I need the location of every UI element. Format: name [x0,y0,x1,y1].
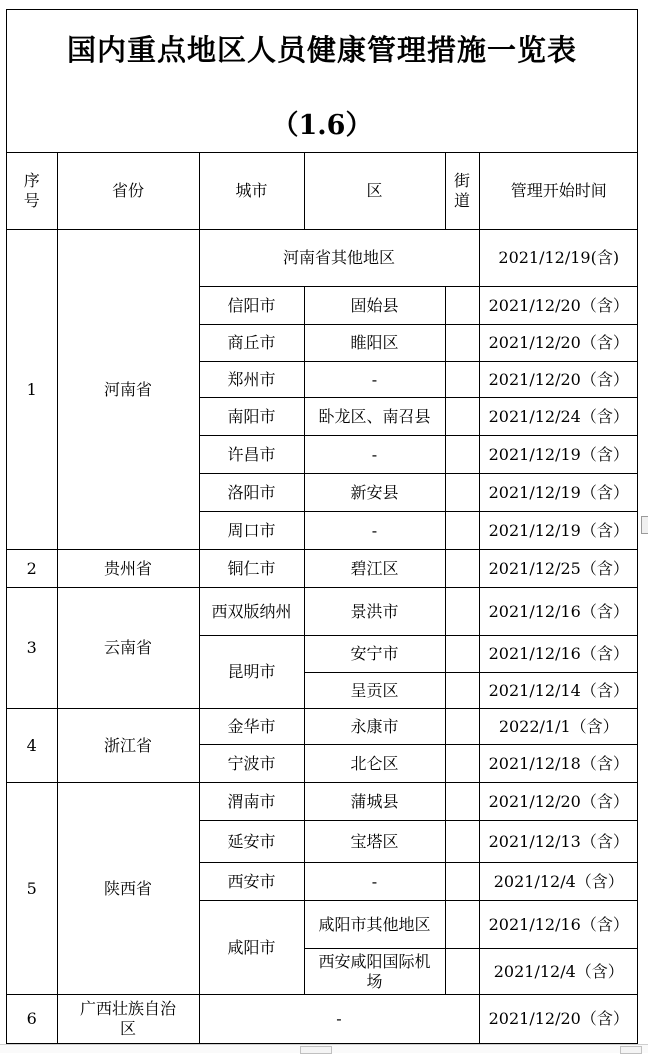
district-cell: - [304,436,445,474]
header-start-time: 管理开始时间 [479,153,638,230]
street-cell [445,512,479,550]
date-cell: 2021/12/20（含） [479,325,638,362]
date-cell: 2021/12/4（含） [479,949,638,995]
table-header-row [7,153,638,230]
date-cell: 2021/12/19（含） [479,512,638,550]
street-cell [445,709,479,745]
table-row [7,709,638,745]
title-block [7,10,637,153]
area-cell: 河南省其他地区 [199,230,479,287]
date-cell: 2021/12/19(含) [479,230,638,287]
date-cell: 2021/12/19（含） [479,474,638,512]
street-cell [445,821,479,863]
district-cell: - [304,362,445,398]
city-cell: 渭南市 [199,783,304,821]
street-cell [445,550,479,588]
district-cell: 永康市 [304,709,445,745]
table-row [7,588,638,636]
table-row [7,550,638,588]
street-cell [445,901,479,949]
page-subtitle: （1.6） [271,110,373,141]
street-cell [445,636,479,673]
district-cell: 西安咸阳国际机场 [304,949,445,995]
district-cell: 宝塔区 [304,821,445,863]
date-cell: 2021/12/20（含） [479,287,638,325]
area-cell: - [199,995,479,1043]
seq-cell: 4 [7,709,57,783]
date-cell: 2021/12/13（含） [479,821,638,863]
table-row [7,783,638,821]
street-cell [445,863,479,901]
street-cell [445,673,479,709]
district-cell: 碧江区 [304,550,445,588]
district-cell: 呈贡区 [304,673,445,709]
measures-table [7,153,638,1043]
street-cell [445,949,479,995]
date-cell: 2021/12/20（含） [479,995,638,1043]
city-cell: 西双版纳州 [199,588,304,636]
date-cell: 2021/12/20（含） [479,783,638,821]
seq-cell: 6 [7,995,57,1043]
sheet-tab[interactable] [620,1046,642,1054]
district-cell: 卧龙区、南召县 [304,398,445,436]
seq-cell: 5 [7,783,57,995]
city-cell: 南阳市 [199,398,304,436]
city-cell: 商丘市 [199,325,304,362]
date-cell: 2021/12/19（含） [479,436,638,474]
street-cell [445,783,479,821]
header-province: 省份 [57,153,199,230]
city-cell: 许昌市 [199,436,304,474]
date-cell: 2022/1/1（含） [479,709,638,745]
table-row [7,995,638,1043]
header-street: 街道 [445,153,479,230]
district-cell: - [304,863,445,901]
street-cell [445,436,479,474]
date-cell: 2021/12/24（含） [479,398,638,436]
province-cell: 贵州省 [57,550,199,588]
date-cell: 2021/12/16（含） [479,901,638,949]
seq-cell: 3 [7,588,57,709]
city-cell: 信阳市 [199,287,304,325]
sheet-tab[interactable] [300,1046,332,1054]
city-cell: 咸阳市 [199,901,304,995]
province-cell: 广西壮族自治区 [57,995,199,1043]
seq-cell: 2 [7,550,57,588]
date-cell: 2021/12/14（含） [479,673,638,709]
district-cell: 北仑区 [304,745,445,783]
city-cell: 昆明市 [199,636,304,709]
street-cell [445,745,479,783]
city-cell: 金华市 [199,709,304,745]
date-cell: 2021/12/20（含） [479,362,638,398]
district-cell: 蒲城县 [304,783,445,821]
city-cell: 洛阳市 [199,474,304,512]
district-cell: 咸阳市其他地区 [304,901,445,949]
date-cell: 2021/12/18（含） [479,745,638,783]
city-cell: 西安市 [199,863,304,901]
header-city: 城市 [199,153,304,230]
district-cell: 睢阳区 [304,325,445,362]
scroll-handle[interactable] [641,516,648,534]
date-cell: 2021/12/25（含） [479,550,638,588]
district-cell: 新安县 [304,474,445,512]
document-sheet [6,9,638,1044]
street-cell [445,287,479,325]
street-cell [445,362,479,398]
header-seq: 序号 [7,153,57,230]
city-cell: 铜仁市 [199,550,304,588]
street-cell [445,325,479,362]
seq-cell: 1 [7,230,57,550]
district-cell: 固始县 [304,287,445,325]
district-cell: 景洪市 [304,588,445,636]
province-cell: 浙江省 [57,709,199,783]
date-cell: 2021/12/4（含） [479,863,638,901]
district-cell: 安宁市 [304,636,445,673]
province-cell: 河南省 [57,230,199,550]
date-cell: 2021/12/16（含） [479,636,638,673]
street-cell [445,474,479,512]
city-cell: 郑州市 [199,362,304,398]
province-cell: 云南省 [57,588,199,709]
table-row [7,230,638,287]
district-cell: - [304,512,445,550]
province-cell: 陕西省 [57,783,199,995]
city-cell: 延安市 [199,821,304,863]
date-cell: 2021/12/16（含） [479,588,638,636]
street-cell [445,588,479,636]
header-district: 区 [304,153,445,230]
city-cell: 周口市 [199,512,304,550]
city-cell: 宁波市 [199,745,304,783]
page-title: 国内重点地区人员健康管理措施一览表 [66,33,577,67]
street-cell [445,398,479,436]
